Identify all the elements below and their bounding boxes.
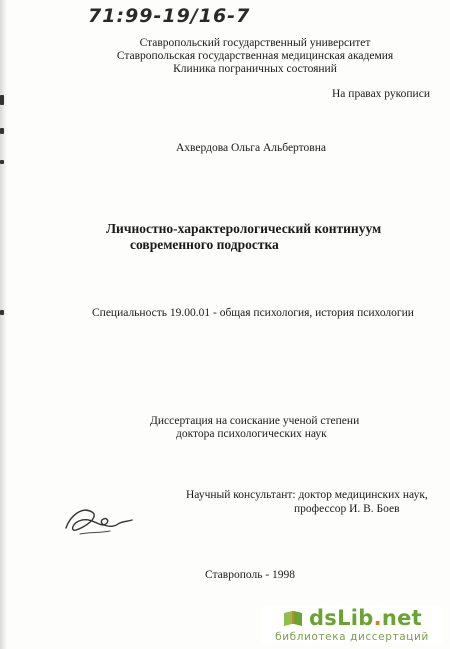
degree-line1: Диссертация на соискание ученой степени: [150, 415, 360, 427]
advisor-line1: Научный консультант: доктор медицинских наук,: [186, 489, 428, 501]
watermark-dot: .: [373, 606, 382, 630]
place-year: Ставрополь - 1998: [205, 569, 296, 581]
dslib-watermark: [262, 606, 442, 643]
author-name: Ахвердова Ольга Альбертовна: [176, 142, 326, 154]
academy-name: Ставропольская государственная медицинская академия: [116, 50, 394, 62]
book-logo-icon: [282, 609, 304, 627]
advisor-line2: профессор И. В. Боев: [294, 503, 400, 515]
dissertation-title-line1: Личностно-характерологический континуум: [106, 221, 382, 236]
signature-icon: [60, 498, 150, 540]
clinic-name: Клиника пограничных состояний: [173, 63, 337, 75]
watermark-ds: ds: [308, 606, 338, 630]
rights-note: На правах рукописи: [332, 88, 430, 100]
scan-speck: [0, 310, 4, 315]
scan-speck: [0, 160, 4, 164]
watermark-net: net: [381, 606, 423, 630]
archive-code: 71:99-19/16-7: [88, 5, 251, 27]
degree-line2: доктора психологических наук: [176, 428, 327, 440]
scan-speck: [0, 95, 4, 105]
watermark-lib: Lib: [337, 606, 374, 630]
scan-speck: [0, 128, 4, 134]
watermark-caption: библиотека диссертаций: [275, 631, 429, 643]
university-name: Ставропольский государственный университет: [139, 37, 371, 49]
specialty: Специальность 19.00.01 - общая психология, история психологии: [92, 307, 414, 319]
watermark-logo: [262, 606, 442, 630]
dissertation-title-line2: современного подростка: [130, 237, 279, 252]
